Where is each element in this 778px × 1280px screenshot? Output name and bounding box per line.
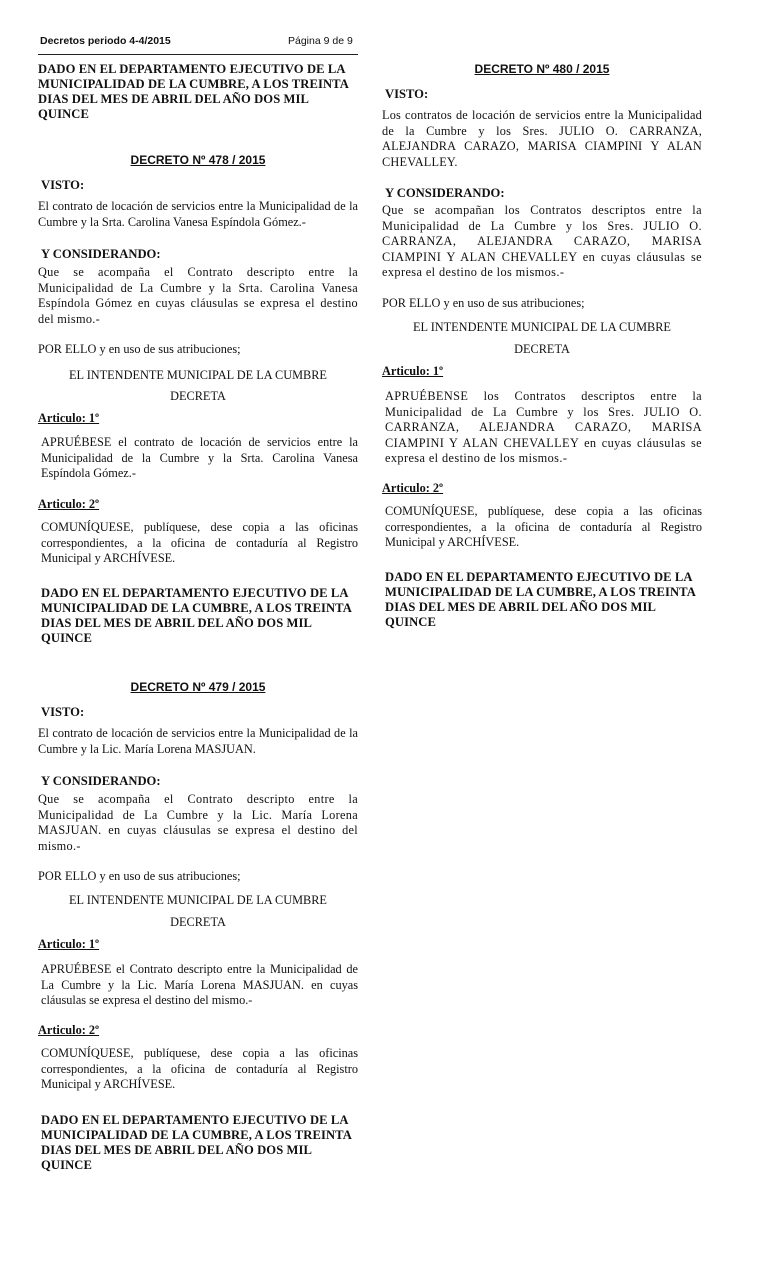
- comuniquese: COMUNÍQUESE, publíquese, dese copia a las oficinas correspondientes, a la oficina de contaduría al Registro Municipal y ARCHÍVESE.: [41, 1046, 358, 1091]
- decreta-line: DECRETA: [170, 915, 226, 929]
- running-header-title: Decretos periodo 4-4/2015: [40, 35, 171, 47]
- por-ello: POR ELLO y en uso de sus atribuciones;: [38, 869, 241, 883]
- decree-478-considerando: Que se acompaña el Contrato descripto entre la Municipalidad de La Cumbre y la Srta. Carolina Vanesa Espíndola Gómez en cuyas cláusulas se expresa el destino del mismo.-: [38, 265, 358, 326]
- considerando-heading: Y CONSIDERANDO:: [41, 247, 161, 261]
- articulo-2-label: Articulo: 2º: [38, 1023, 100, 1037]
- decree-480-art1: APRUÉBENSE los Contratos descriptos entre la Municipalidad de La Cumbre y los Sres. JULIO O. CARRANZA, ALEJANDRA CARAZO, MARISA CIAMPINI Y ALAN CHEVALLEY en cuyas cláusulas se expresa el destino de los mismos.-: [385, 389, 702, 465]
- intendente-line: EL INTENDENTE MUNICIPAL DE LA CUMBRE: [69, 893, 327, 907]
- decree-479-considerando: Que se acompaña el Contrato descripto entre la Municipalidad de La Cumbre y la Lic. María Lorena MASJUAN. en cuyas cláusulas se expresa el destino del mismo.-: [38, 792, 358, 853]
- decree-478-art1: APRUÉBESE el contrato de locación de servicios entre la Municipalidad de la Cumbre y la Srta. Carolina Vanesa Espíndola Gómez.-: [41, 435, 358, 480]
- visto-heading: VISTO:: [385, 87, 429, 101]
- articulo-2-label: Articulo: 2º: [382, 481, 444, 495]
- decreta-line: DECRETA: [170, 389, 226, 403]
- visto-heading: VISTO:: [41, 705, 85, 719]
- articulo-1-label: Articulo: 1º: [38, 411, 100, 425]
- decree-480-considerando: Que se acompañan los Contratos descriptos entre la Municipalidad de La Cumbre y los Sres. JULIO O. CARRANZA, ALEJANDRA CARAZO, MARISA CIAMPINI Y ALAN CHEVALLEY en cuyas cláusulas se expresa el destino de los mismos.-: [382, 203, 702, 279]
- decree-479-art1: APRUÉBESE el Contrato descripto entre la Municipalidad de La Cumbre y la Lic. María Lorena MASJUAN. en cuyas cláusulas se expresa el destino del mismo.-: [41, 962, 358, 1007]
- closing-statement: DADO EN EL DEPARTAMENTO EJECUTIVO DE LA MUNICIPALIDAD DE LA CUMBRE, A LOS TREINTA DIAS DEL MES DE ABRIL DEL AÑO DOS MIL QUINCE: [41, 586, 352, 645]
- articulo-1-label: Articulo: 1º: [382, 364, 444, 378]
- visto-heading: VISTO:: [41, 178, 85, 192]
- decree-479-visto: El contrato de locación de servicios entre la Municipalidad de la Cumbre y la Lic. María Lorena MASJUAN.: [38, 726, 358, 756]
- por-ello: POR ELLO y en uso de sus atribuciones;: [38, 342, 241, 356]
- considerando-heading: Y CONSIDERANDO:: [385, 186, 505, 200]
- decreta-line: DECRETA: [514, 342, 570, 356]
- intendente-line: EL INTENDENTE MUNICIPAL DE LA CUMBRE: [69, 368, 327, 382]
- page-number: Página 9 de 9: [288, 35, 353, 47]
- articulo-1-label: Articulo: 1º: [38, 937, 100, 951]
- decree-480-title: DECRETO Nº 480 / 2015: [474, 62, 610, 76]
- comuniquese: COMUNÍQUESE, publíquese, dese copia a las oficinas correspondientes, a la oficina de contaduría al Registro Municipal y ARCHÍVESE.: [385, 504, 702, 549]
- decree-478-title: DECRETO Nº 478 / 2015: [130, 153, 266, 167]
- por-ello: POR ELLO y en uso de sus atribuciones;: [382, 296, 585, 310]
- comuniquese: COMUNÍQUESE, publíquese, dese copia a las oficinas correspondientes, a la oficina de contaduría al Registro Municipal y ARCHÍVESE.: [41, 520, 358, 565]
- decree-479-title: DECRETO Nº 479 / 2015: [130, 680, 266, 694]
- decree-480-visto: Los contratos de locación de servicios entre la Municipalidad de la Cumbre y los Sres. JULIO O. CARRANZA, ALEJANDRA CARAZO, MARISA CIAMPINI Y ALAN CHEVALLEY.: [382, 108, 702, 169]
- closing-statement: DADO EN EL DEPARTAMENTO EJECUTIVO DE LA MUNICIPALIDAD DE LA CUMBRE, A LOS TREINTA DIAS DEL MES DE ABRIL DEL AÑO DOS MIL QUINCE: [41, 1113, 352, 1172]
- considerando-heading: Y CONSIDERANDO:: [41, 774, 161, 788]
- intendente-line: EL INTENDENTE MUNICIPAL DE LA CUMBRE: [413, 320, 671, 334]
- decree-478-visto: El contrato de locación de servicios entre la Municipalidad de la Cumbre y la Srta. Carolina Vanesa Espíndola Gómez.-: [38, 199, 358, 229]
- articulo-2-label: Articulo: 2º: [38, 497, 100, 511]
- closing-statement: DADO EN EL DEPARTAMENTO EJECUTIVO DE LA MUNICIPALIDAD DE LA CUMBRE, A LOS TREINTA DIAS DEL MES DE ABRIL DEL AÑO DOS MIL QUINCE: [385, 570, 696, 629]
- header-rule: [38, 54, 358, 55]
- closing-statement: DADO EN EL DEPARTAMENTO EJECUTIVO DE LA MUNICIPALIDAD DE LA CUMBRE, A LOS TREINTA DIAS DEL MES DE ABRIL DEL AÑO DOS MIL QUINCE: [38, 62, 349, 121]
